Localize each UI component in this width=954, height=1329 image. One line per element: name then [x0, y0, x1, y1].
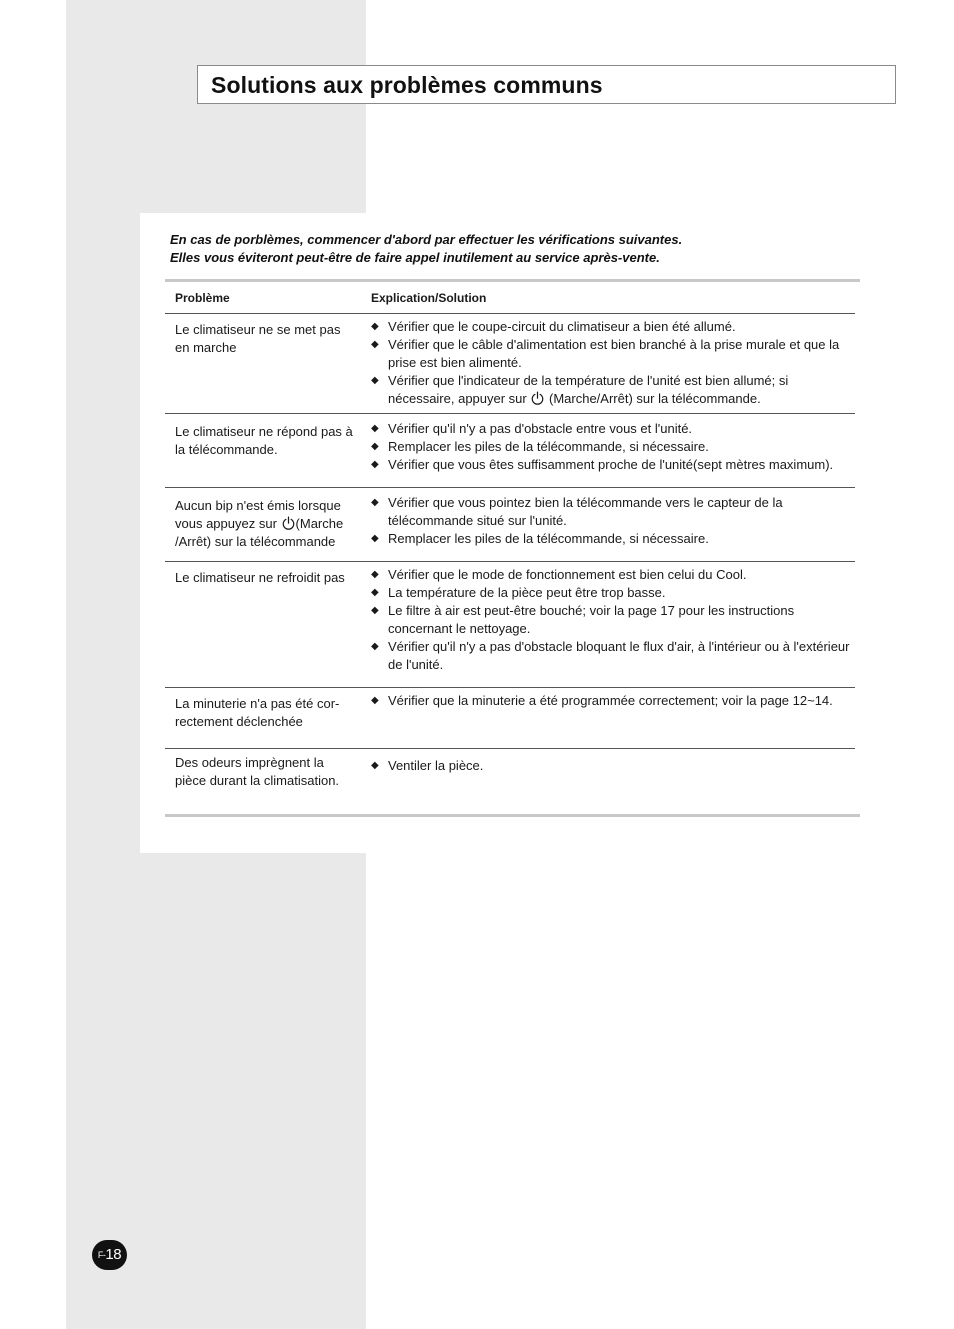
list-item: ◆ Vérifier que vous pointez bien la télécommande vers le capteur de la télécommande situé sur l'unité.	[371, 495, 783, 528]
table-top-rule	[165, 279, 860, 282]
diamond-bullet-icon: ◆	[371, 375, 379, 386]
solution-list	[371, 420, 855, 474]
list-item: ◆ Ventiler la pièce.	[371, 758, 484, 773]
table-row	[165, 749, 855, 811]
list-item: ◆ Vérifier que l'indicateur de la température de l'unité est bien allumé; si nécessaire, appuyer sur (Marche/Arrêt) sur la télécommande.	[371, 373, 789, 406]
diamond-bullet-icon: ◆	[371, 569, 379, 580]
solution-cell	[363, 314, 855, 414]
solution-list	[371, 566, 855, 674]
power-icon	[530, 391, 545, 406]
power-icon	[281, 516, 296, 531]
problem-cell: Aucun bip n'est émis lorsque vous appuyez sur (Marche /Arrêt) sur la télécommande	[165, 488, 363, 562]
diamond-bullet-icon: ◆	[371, 339, 379, 350]
diamond-bullet-icon: ◆	[371, 459, 379, 470]
list-item: ◆ Vérifier que le câble d'alimentation est bien branché à la prise murale et que la prise est bien alimenté.	[371, 337, 840, 370]
diamond-bullet-icon: ◆	[371, 605, 379, 616]
diamond-bullet-icon: ◆	[371, 760, 379, 771]
diamond-bullet-icon: ◆	[371, 587, 379, 598]
solution-cell	[363, 749, 855, 811]
solution-list	[371, 692, 855, 710]
intro-line-2: Elles vous éviteront peut-être de faire appel inutilement au service après-vente.	[170, 250, 660, 265]
table-row	[165, 414, 855, 488]
diamond-bullet-icon: ◆	[371, 641, 379, 652]
solution-cell	[363, 488, 855, 562]
solution-list	[371, 494, 855, 548]
page-number-prefix: F-	[97, 1250, 106, 1260]
page-number-badge	[92, 1240, 127, 1270]
diamond-bullet-icon: ◆	[371, 695, 379, 706]
list-item: ◆ Vérifier que le coupe-circuit du climatiseur a bien été allumé.	[371, 319, 736, 334]
problem-cell: Le climatiseur ne refroidit pas	[165, 562, 363, 688]
diamond-bullet-icon: ◆	[371, 533, 379, 544]
diamond-bullet-icon: ◆	[371, 423, 379, 434]
list-item: ◆ Remplacer les piles de la télécommande, si nécessaire.	[371, 531, 709, 546]
table-header-row	[165, 283, 855, 314]
table-bottom-rule	[165, 814, 860, 817]
list-item: ◆ Le filtre à air est peut-être bouché; voir la page 17 pour les instructions concernant le nettoyage.	[371, 603, 795, 636]
header-problem: Problème	[165, 283, 363, 314]
title-box	[197, 65, 896, 104]
troubleshooting-table	[165, 283, 855, 811]
list-item: ◆ Vérifier que le mode de fonctionnement est bien celui du Cool.	[371, 567, 747, 582]
intro-text	[170, 231, 860, 267]
solution-cell	[363, 414, 855, 488]
problem-cell: Le climatiseur ne répond pas à la télécommande.	[165, 414, 363, 488]
problem-cell: La minuterie n'a pas été cor-rectement déclenchée	[165, 688, 363, 749]
problem-cell: Des odeurs imprègnent la pièce durant la climatisation.	[175, 755, 340, 788]
diamond-bullet-icon: ◆	[371, 497, 379, 508]
list-item: ◆ Vérifier que la minuterie a été programmée correctement; voir la page 12~14.	[371, 693, 833, 708]
intro-line-1: En cas de porblèmes, commencer d'abord par effectuer les vérifications suivantes.	[170, 232, 683, 247]
solution-cell	[363, 562, 855, 688]
table-row	[165, 688, 855, 749]
page-title: Solutions aux problèmes communs	[211, 72, 603, 98]
table-row	[165, 562, 855, 688]
solution-list	[371, 757, 855, 775]
list-item: ◆ La température de la pièce peut être trop basse.	[371, 585, 666, 600]
list-item: ◆ Vérifier qu'il n'y a pas d'obstacle entre vous et l'unité.	[371, 421, 693, 436]
problem-cell: Le climatiseur ne se met pas en marche	[165, 314, 363, 414]
page-number: 18	[105, 1246, 122, 1263]
solution-cell	[363, 688, 855, 749]
diamond-bullet-icon: ◆	[371, 441, 379, 452]
header-solution: Explication/Solution	[363, 283, 855, 314]
list-item: ◆ Vérifier qu'il n'y a pas d'obstacle bloquant le flux d'air, à l'intérieur ou à l'extérieur de l'unité.	[371, 639, 850, 672]
list-item: ◆ Vérifier que vous êtes suffisamment proche de l'unité(sept mètres maximum).	[371, 457, 834, 472]
table-row	[165, 314, 855, 414]
table-row	[165, 488, 855, 562]
diamond-bullet-icon: ◆	[371, 321, 379, 332]
list-item: ◆ Remplacer les piles de la télécommande, si nécessaire.	[371, 439, 709, 454]
solution-list	[371, 318, 855, 408]
